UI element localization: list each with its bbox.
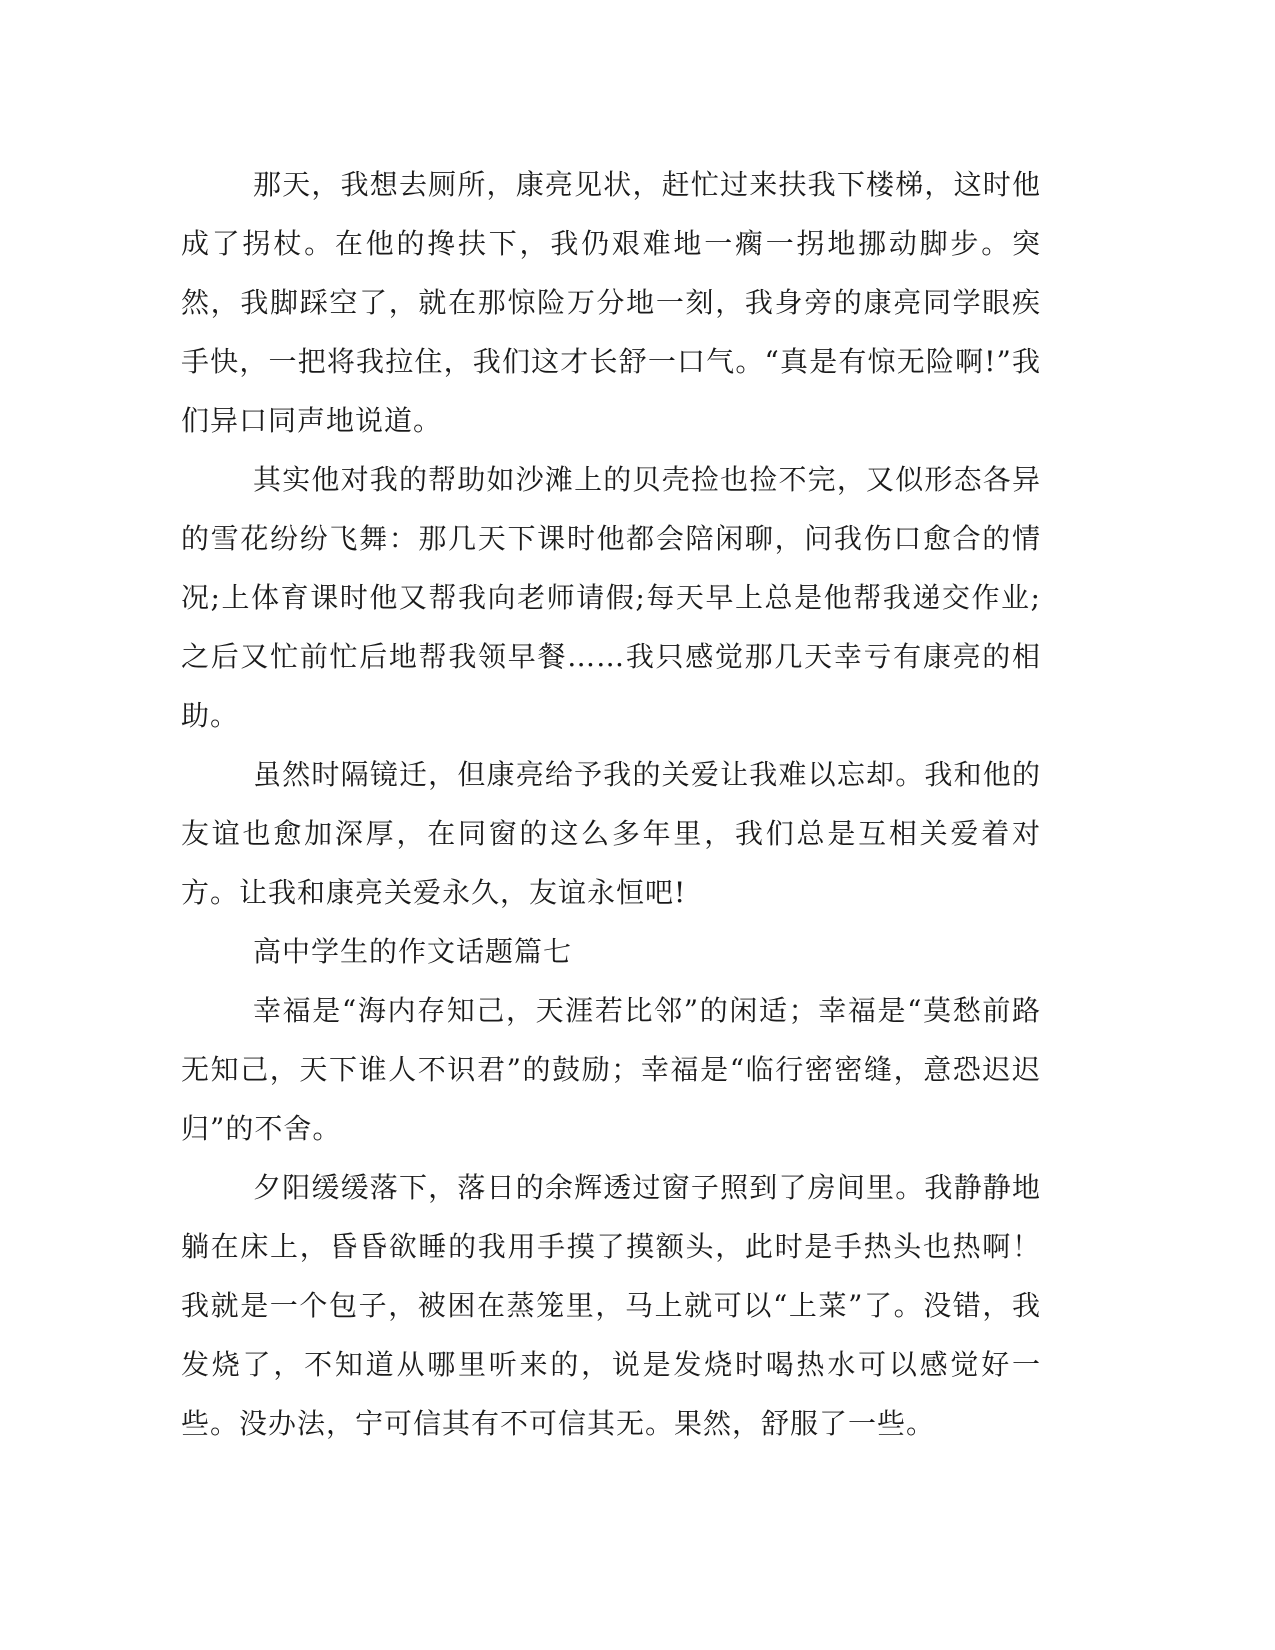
paragraph-5: 夕阳缓缓落下，落日的余辉透过窗子照到了房间里。我静静地躺在床上，昏昏欲睡的我用手摸了摸额头，此时是手热头也热啊！我就是一个包子，被困在蒸笼里，马上就可以“上菜”了。没错，我发烧了，不知道从哪里听来的，说是发烧时喝热水可以感觉好一些。没办法，宁可信其有不可信其无。果然，舒服了一些。 (181, 1171, 1041, 1440)
section-title: 高中学生的作文话题篇七 (253, 935, 573, 968)
paragraph-3: 虽然时隔镜迁，但康亮给予我的关爱让我难以忘却。我和他的友谊也愈加深厚，在同窗的这么多年里，我们总是互相关爱着对方。让我和康亮关爱永久，友谊永恒吧! (181, 758, 1041, 909)
paragraph-2: 其实他对我的帮助如沙滩上的贝壳捡也捡不完，又似形态各异的雪花纷纷飞舞：那几天下课时他都会陪闲聊，问我伤口愈合的情况;上体育课时他又帮我向老师请假;每天早上总是他帮我递交作业;之后又忙前忙后地帮我领早餐……我只感觉那几天幸亏有康亮的相助。 (181, 463, 1041, 732)
paragraph-4: 幸福是“海内存知己，天涯若比邻”的闲适；幸福是“莫愁前路无知己，天下谁人不识君”的鼓励；幸福是“临行密密缝，意恐迟迟归”的不舍。 (181, 994, 1041, 1145)
paragraph-1: 那天，我想去厕所，康亮见状，赶忙过来扶我下楼梯，这时他成了拐杖。在他的搀扶下，我仍艰难地一瘸一拐地挪动脚步。突然，我脚踩空了，就在那惊险万分地一刻，我身旁的康亮同学眼疾手快，一把将我拉住，我们这才长舒一口气。“真是有惊无险啊!”我们异口同声地说道。 (181, 168, 1041, 437)
document-body (181, 155, 1041, 1453)
